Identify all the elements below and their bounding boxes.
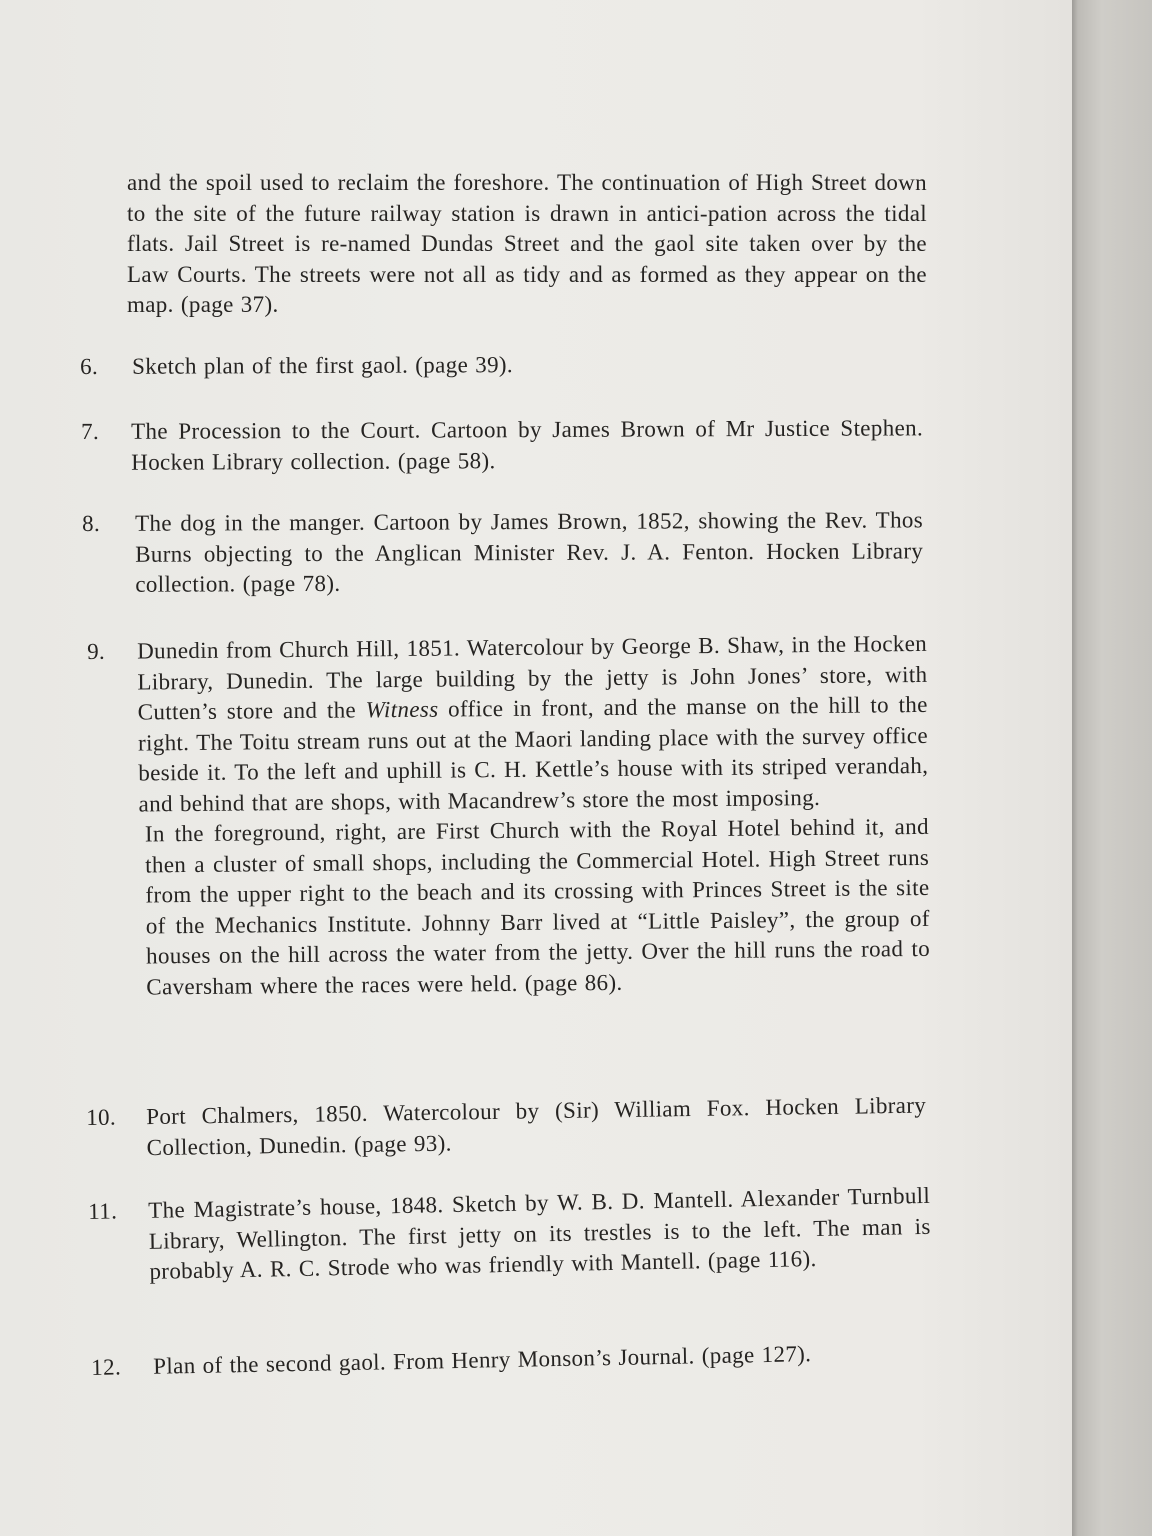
- item-paragraph-2: In the foreground, right, are First Church with the Royal Hotel behind it, and then a cluster of small shops, including the Commercial Hotel. High Street runs from the upper right to the beach and its crossing with Princes Street is the site of the Mechanics Institute. Johnny Barr lived at “Little Paisley”, the group of houses on the hill across the water from the jetty. Over the hill runs the road to Caversham where the races were held. (page 86).: [144, 813, 931, 999]
- item-number: 7.: [81, 418, 100, 444]
- list-item-10: [86, 1090, 936, 1160]
- item-number: 10.: [86, 1104, 117, 1130]
- list-item-8: [82, 505, 932, 597]
- item-number: 11.: [88, 1198, 118, 1224]
- list-item-6: [80, 348, 930, 379]
- item-text-part2: office in front, and the manse on the hill to the right. The Toitu stream runs out at the Maori landing place with the survey office beside it. To the left and uphill is C. H. Kettle’s house with its striped verandah, and behind that are shops, with Macandrew’s store the most imposing.: [137, 691, 929, 817]
- item-number: 6.: [80, 353, 99, 379]
- list-item-9: [87, 629, 937, 999]
- item-text: [137, 629, 930, 1003]
- page-edge: [1072, 0, 1152, 1536]
- list-item-12: [91, 1337, 941, 1380]
- item-number: 12.: [91, 1354, 122, 1380]
- item-text: Port Chalmers, 1850. Watercolour by (Sir) William Fox. Hocken Library Collection, Dunedin. (page 93).: [146, 1092, 927, 1160]
- item-number: 9.: [87, 638, 106, 664]
- item-number: 8.: [82, 510, 101, 536]
- list-item-7: [81, 413, 931, 475]
- item-text: Plan of the second gaol. From Henry Monson’s Journal. (page 127).: [153, 1341, 812, 1379]
- continuation-paragraph: and the spoil used to reclaim the foreshore. The continuation of High Street down to the site of the future railway station is drawn in antici-pation across the tidal flats. Jail Street is re-named Dundas Street and the gaol site taken over by the Law Courts. The streets were not all as tidy and as formed as they appear on the map. (page 37).: [127, 170, 927, 317]
- item-text: The Magistrate’s house, 1848. Sketch by W. B. D. Mantell. Alexander Turnbull Library, Wellington. The first jetty on its trestles is to the left. The man is probably A. R. C. Strode who was friendly with Mantell. (page 116).: [148, 1182, 931, 1284]
- item-text-part1: Dunedin from Church Hill, 1851. Watercolour by George B. Shaw, in the Hocken Library, Dunedin. The large building by the jetty is John Jones’ store, with Cutten’s store and the: [137, 630, 928, 725]
- italic-title: Witness: [365, 696, 439, 723]
- item-text: Sketch plan of the first gaol. (page 39).: [132, 352, 514, 379]
- list-item-11: [88, 1181, 938, 1284]
- item-text: The dog in the manger. Cartoon by James Brown, 1852, showing the Rev. Thos Burns objecting to the Anglican Minister Rev. J. A. Fenton. Hocken Library collection. (page 78).: [135, 507, 924, 597]
- item-paragraph-1: [137, 629, 929, 820]
- item-text: The Procession to the Court. Cartoon by James Brown of Mr Justice Stephen. Hocken Library collection. (page 58).: [131, 415, 924, 475]
